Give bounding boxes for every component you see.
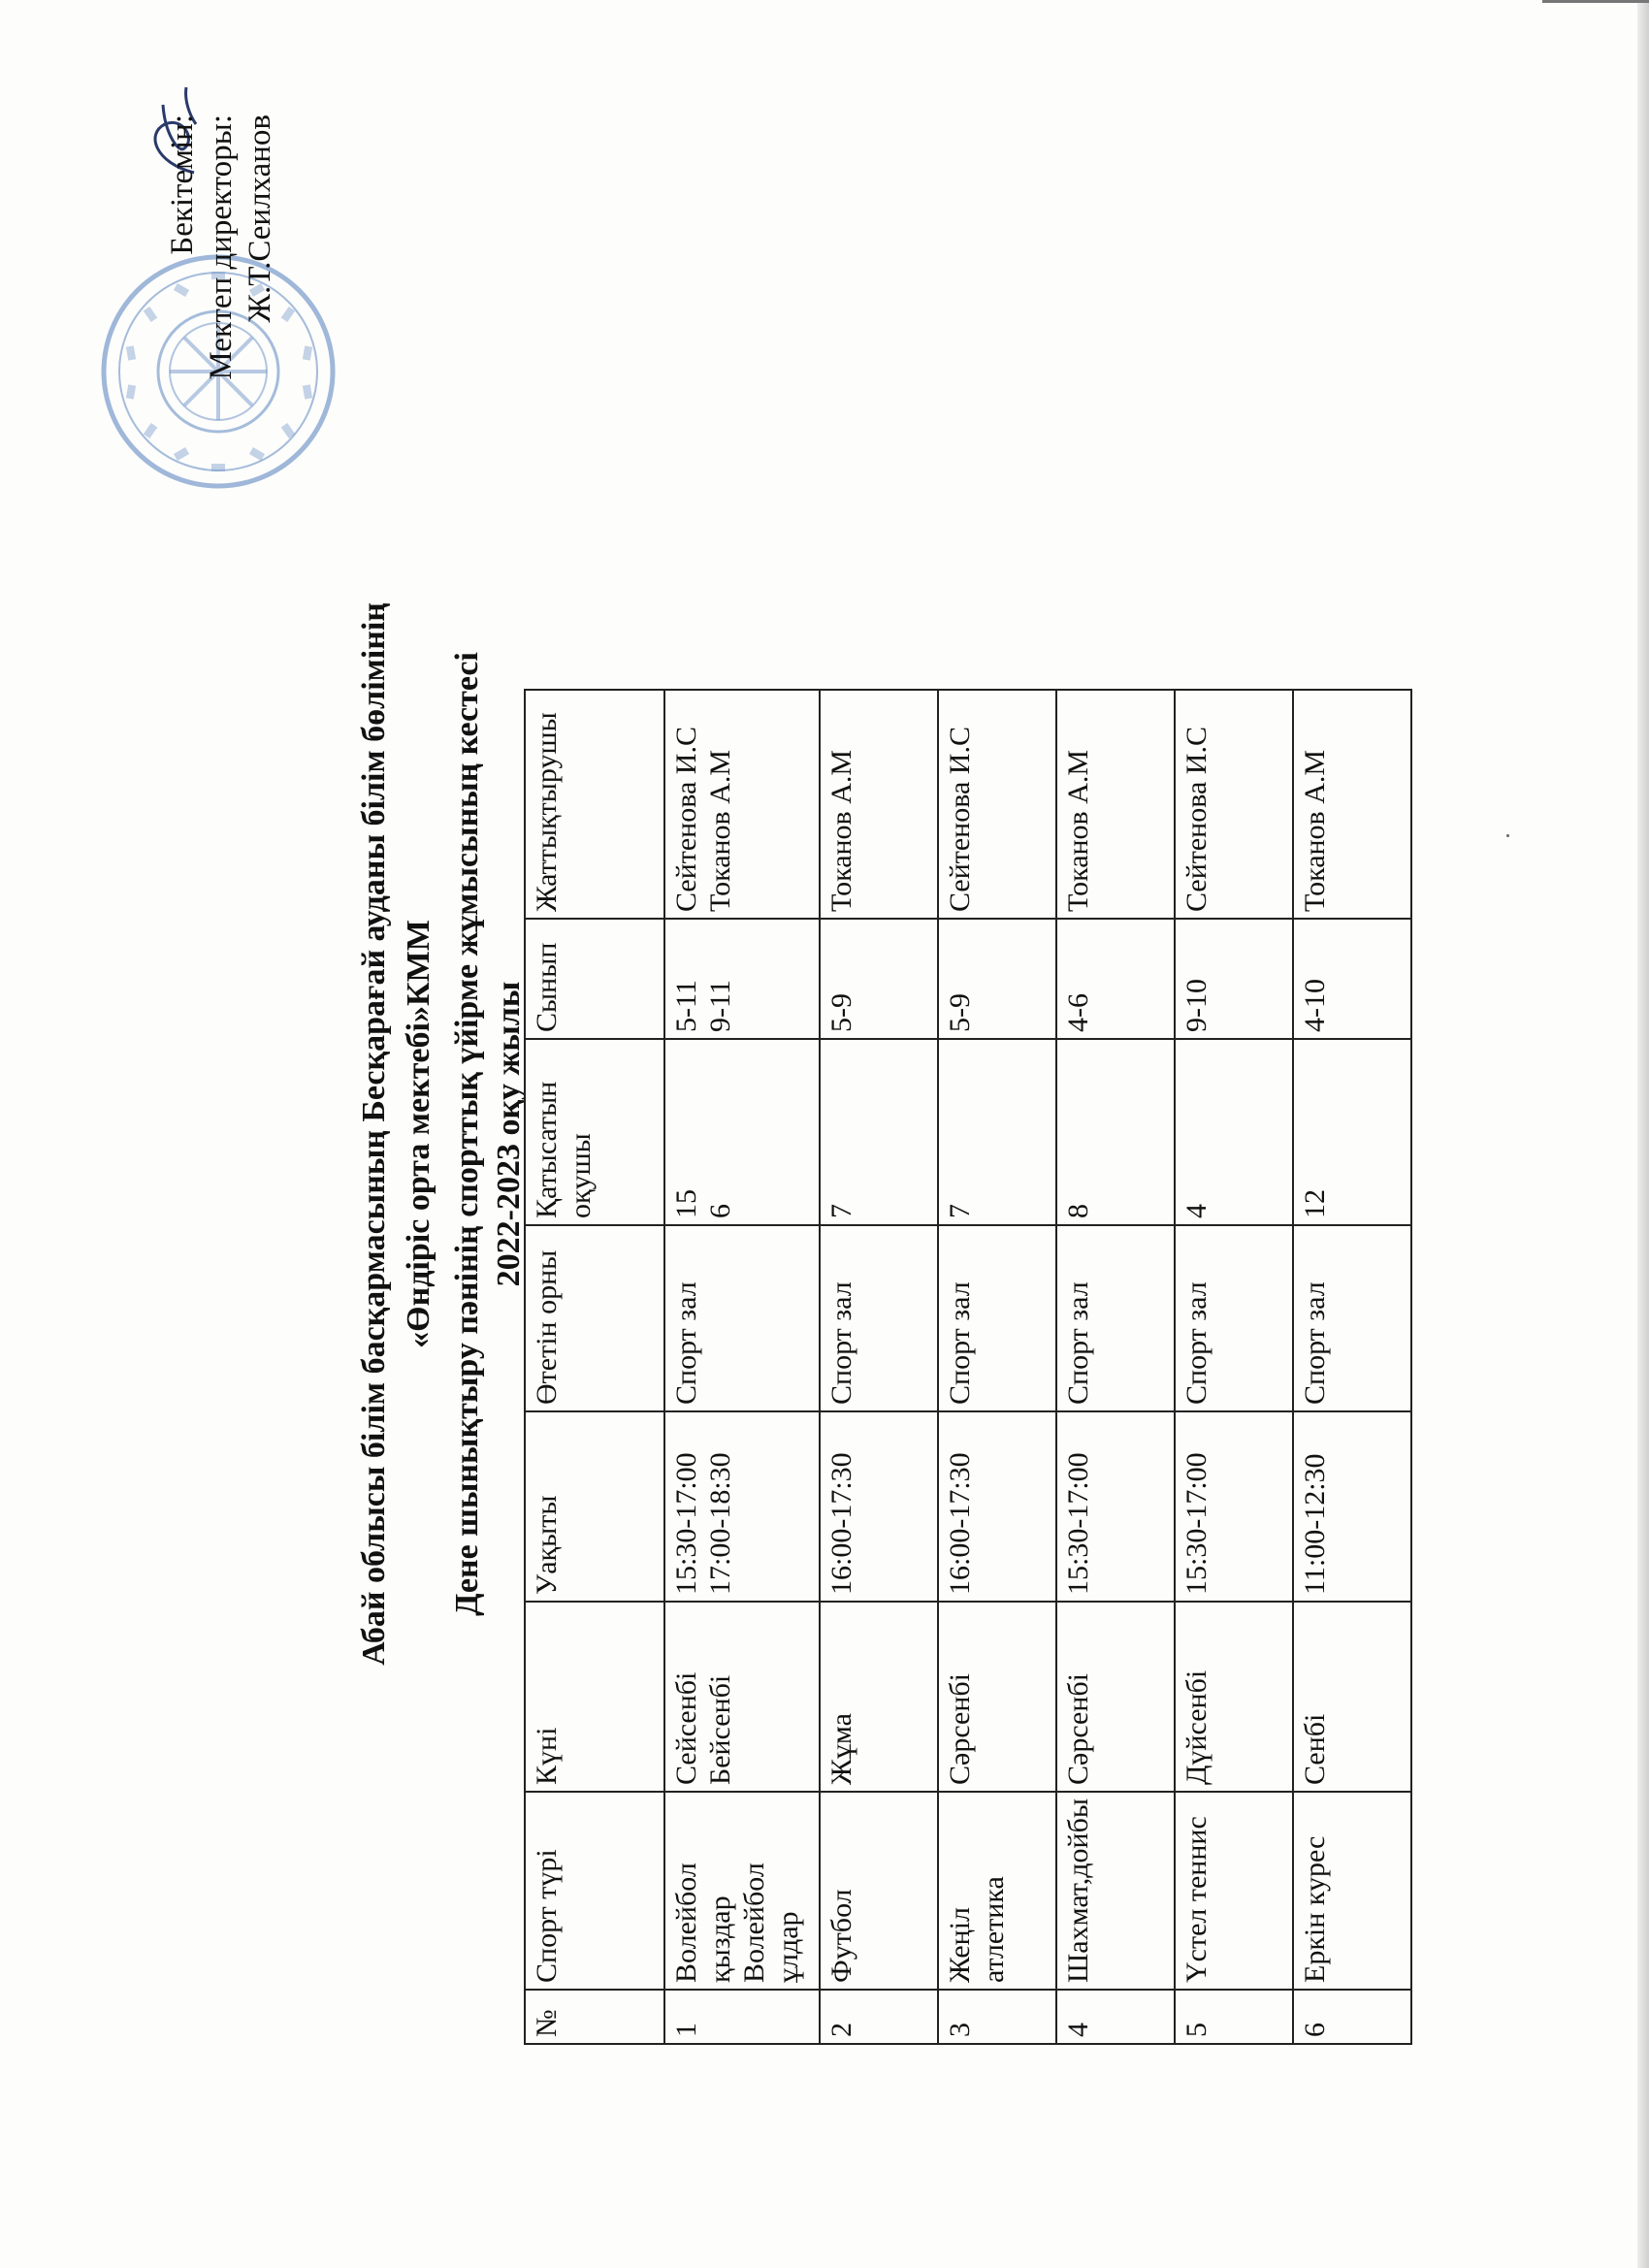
place-cell: Спорт зал <box>1293 1225 1411 1411</box>
sport-cell: Футбол <box>820 1792 938 1990</box>
students-cell: 12 <box>1293 1039 1411 1225</box>
approval-block <box>163 114 279 444</box>
title-line-2: «Өндіріс орта мектебі»КММ <box>401 920 436 1348</box>
number-cell: 3 <box>938 1990 1056 2044</box>
coach-cell: Токанов А.М <box>820 690 938 919</box>
table-row <box>820 690 938 2044</box>
students-cell: 15 6 <box>664 1039 820 1225</box>
header-grade-cell: Сынып <box>525 919 664 1039</box>
sport-cell: Жеңіл атлетика <box>938 1792 1056 1990</box>
grade-cell: 4-10 <box>1293 919 1411 1039</box>
sport-cell: Шахмат,дойбы <box>1056 1792 1175 1990</box>
day-cell: Сәрсенбі <box>1056 1602 1175 1792</box>
time-cell: 15:30-17:00 <box>1056 1411 1175 1602</box>
students-cell: 4 <box>1175 1039 1293 1225</box>
day-cell: Жұма <box>820 1602 938 1792</box>
grade-cell: 5-9 <box>938 919 1056 1039</box>
day-cell: Дүйсенбі <box>1175 1602 1293 1792</box>
students-cell: 8 <box>1056 1039 1175 1225</box>
header-students-cell: Қатысатын оқушы <box>525 1039 664 1225</box>
page-edge-line <box>1542 0 1649 3</box>
coach-cell: Токанов А.М <box>1293 690 1411 919</box>
table-header-row <box>525 690 664 2044</box>
sport-cell: Үстел теннис <box>1175 1792 1293 1990</box>
header-sport-cell: Спорт түрі <box>525 1792 664 1990</box>
number-cell: 4 <box>1056 1990 1175 2044</box>
header-place-cell: Өтетін орны <box>525 1225 664 1411</box>
title-line-3: Дене шынықтыру пәнінің спорттық үйірме жұмысының кестесі <box>449 652 485 1616</box>
coach-cell: Токанов А.М <box>1056 690 1175 919</box>
coach-cell: Сейтенова И.С <box>1175 690 1293 919</box>
grade-cell: 5-11 9-11 <box>664 919 820 1039</box>
coach-cell: Сейтенова И.С <box>938 690 1056 919</box>
grade-cell: 5-9 <box>820 919 938 1039</box>
students-cell: 7 <box>820 1039 938 1225</box>
schedule-table <box>524 689 1412 2045</box>
approval-line-2: Мектеп директоры: <box>204 114 239 380</box>
number-cell: 2 <box>820 1990 938 2044</box>
time-cell: 16:00-17:30 <box>820 1411 938 1602</box>
table-row <box>1175 690 1293 2044</box>
place-cell: Спорт зал <box>1175 1225 1293 1411</box>
number-cell: 1 <box>664 1990 820 2044</box>
time-cell: 16:00-17:30 <box>938 1411 1056 1602</box>
day-cell: Сенбі <box>1293 1602 1411 1792</box>
header-coach-cell: Жаттықтырушы <box>525 690 664 919</box>
scan-speck <box>1506 834 1509 837</box>
sport-cell: Еркін курес <box>1293 1792 1411 1990</box>
title-line-1: Абай облысы білім басқармасының Бесқарағай ауданы білім бөлімінің <box>356 602 392 1666</box>
table-row <box>1056 690 1175 2044</box>
time-cell: 15:30-17:00 <box>1175 1411 1293 1602</box>
place-cell: Спорт зал <box>820 1225 938 1411</box>
approval-line-3: Ж.Т.Сеилханов <box>242 114 277 323</box>
table-row <box>664 690 820 2044</box>
grade-cell: 4-6 <box>1056 919 1175 1039</box>
table-row <box>938 690 1056 2044</box>
header-number-cell: № <box>525 1990 664 2044</box>
header-day-cell: Күні <box>525 1602 664 1792</box>
day-cell: Сәрсенбі <box>938 1602 1056 1792</box>
header-time-cell: Уақыты <box>525 1411 664 1602</box>
students-cell: 7 <box>938 1039 1056 1225</box>
title-line-4: 2022-2023 оқу жылы <box>491 981 527 1287</box>
approval-line-1: Бекітемін: <box>165 114 200 255</box>
number-cell: 5 <box>1175 1990 1293 2044</box>
place-cell: Спорт зал <box>664 1225 820 1411</box>
schedule-table-body <box>525 690 1411 2044</box>
day-cell: Сейсенбі Бейсенбі <box>664 1602 820 1792</box>
time-cell: 11:00-12:30 <box>1293 1411 1411 1602</box>
grade-cell: 9-10 <box>1175 919 1293 1039</box>
place-cell: Спорт зал <box>938 1225 1056 1411</box>
coach-cell: Сейтенова И.С Токанов А.М <box>664 690 820 919</box>
table-row <box>1293 690 1411 2044</box>
number-cell: 6 <box>1293 1990 1411 2044</box>
page-edge-shadow <box>1637 0 1649 2268</box>
time-cell: 15:30-17:00 17:00-18:30 <box>664 1411 820 1602</box>
place-cell: Спорт зал <box>1056 1225 1175 1411</box>
sport-cell: Волейбол қыздар Волейбол ұлдар <box>664 1792 820 1990</box>
